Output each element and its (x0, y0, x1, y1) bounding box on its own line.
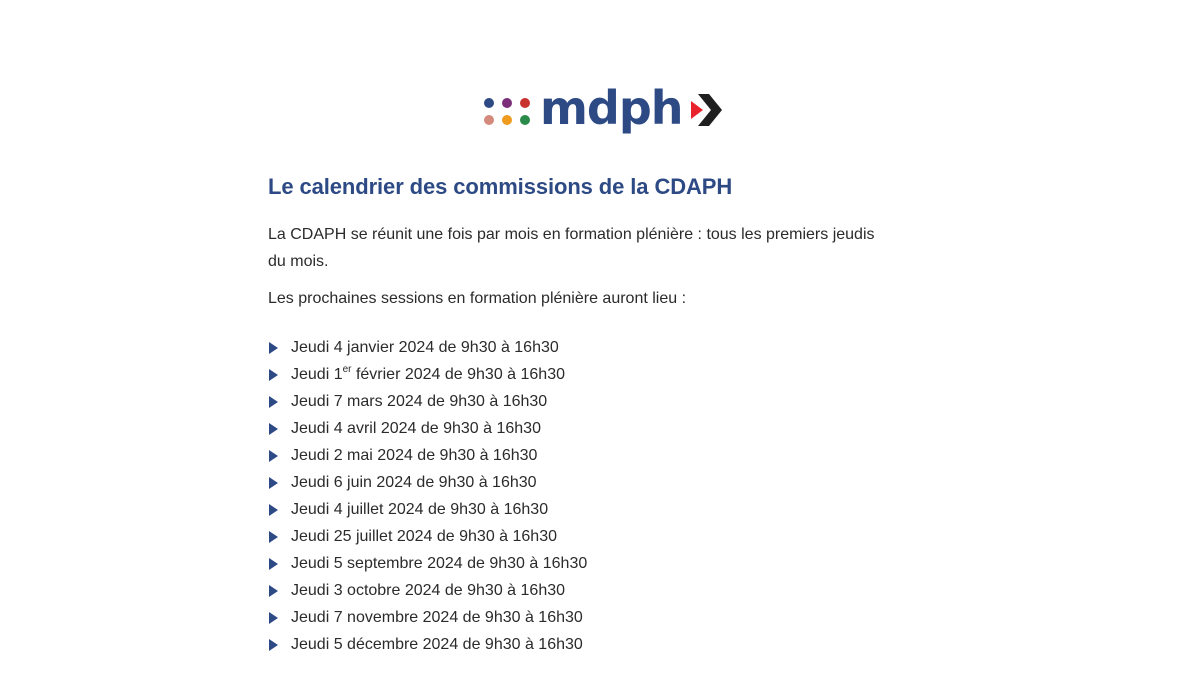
session-item (268, 604, 928, 631)
session-date: Jeudi 7 mars 2024 de 9h30 à 16h30 (291, 392, 548, 410)
session-item (268, 496, 928, 523)
bullet-arrow-icon (269, 585, 278, 597)
session-date: Jeudi 4 avril 2024 de 9h30 à 16h30 (291, 419, 541, 437)
bullet-arrow-icon (269, 612, 278, 624)
sessions-list (268, 334, 928, 658)
next-sessions-label: Les prochaines sessions en formation plénière auront lieu : (268, 290, 687, 307)
bullet-arrow-icon (269, 450, 278, 462)
session-date: Jeudi 5 septembre 2024 de 9h30 à 16h30 (291, 554, 588, 572)
arrow-red-shape (691, 101, 703, 119)
logo-dot (520, 98, 530, 108)
session-item (268, 388, 928, 415)
session-item (268, 334, 928, 361)
session-item (268, 469, 928, 496)
bullet-arrow-icon (269, 504, 278, 516)
session-date: Jeudi 1er février 2024 de 9h30 à 16h30 (291, 363, 565, 383)
logo-dot (484, 98, 494, 108)
session-date: Jeudi 3 octobre 2024 de 9h30 à 16h30 (291, 581, 566, 599)
intro-paragraph: La CDAPH se réunit une fois par mois en formation plénière : tous les premiers jeudis du mois. (268, 226, 875, 270)
bullet-arrow-icon (269, 558, 278, 570)
session-date: Jeudi 2 mai 2024 de 9h30 à 16h30 (291, 446, 538, 464)
mdph-logo (482, 82, 723, 138)
session-item (268, 577, 928, 604)
bullet-arrow-icon (269, 369, 278, 381)
bullet-arrow-icon (269, 477, 278, 489)
arrow-icon (689, 92, 723, 128)
logo-dot (484, 115, 494, 125)
logo-dot (502, 98, 512, 108)
session-item (268, 361, 928, 388)
session-date: Jeudi 4 juillet 2024 de 9h30 à 16h30 (291, 500, 549, 518)
bullet-arrow-icon (269, 342, 278, 354)
logo-dot (502, 115, 512, 125)
session-item (268, 523, 928, 550)
session-item (268, 550, 928, 577)
calendar-section (268, 172, 928, 658)
session-date: Jeudi 4 janvier 2024 de 9h30 à 16h30 (291, 338, 559, 356)
dots-icon (482, 94, 534, 126)
bullet-arrow-icon (269, 531, 278, 543)
bullet-arrow-icon (269, 396, 278, 408)
session-date: Jeudi 6 juin 2024 de 9h30 à 16h30 (291, 473, 537, 491)
session-item (268, 442, 928, 469)
session-item (268, 631, 928, 658)
bullet-arrow-icon (269, 639, 278, 651)
session-date: Jeudi 25 juillet 2024 de 9h30 à 16h30 (291, 527, 557, 545)
logo-dot (520, 115, 530, 125)
session-date: Jeudi 7 novembre 2024 de 9h30 à 16h30 (291, 608, 583, 626)
bullet-arrow-icon (269, 423, 278, 435)
page-title: Le calendrier des commissions de la CDAPH (268, 174, 733, 199)
logo-wordmark: mdph (540, 81, 683, 135)
session-item (268, 415, 928, 442)
session-date: Jeudi 5 décembre 2024 de 9h30 à 16h30 (291, 635, 583, 653)
